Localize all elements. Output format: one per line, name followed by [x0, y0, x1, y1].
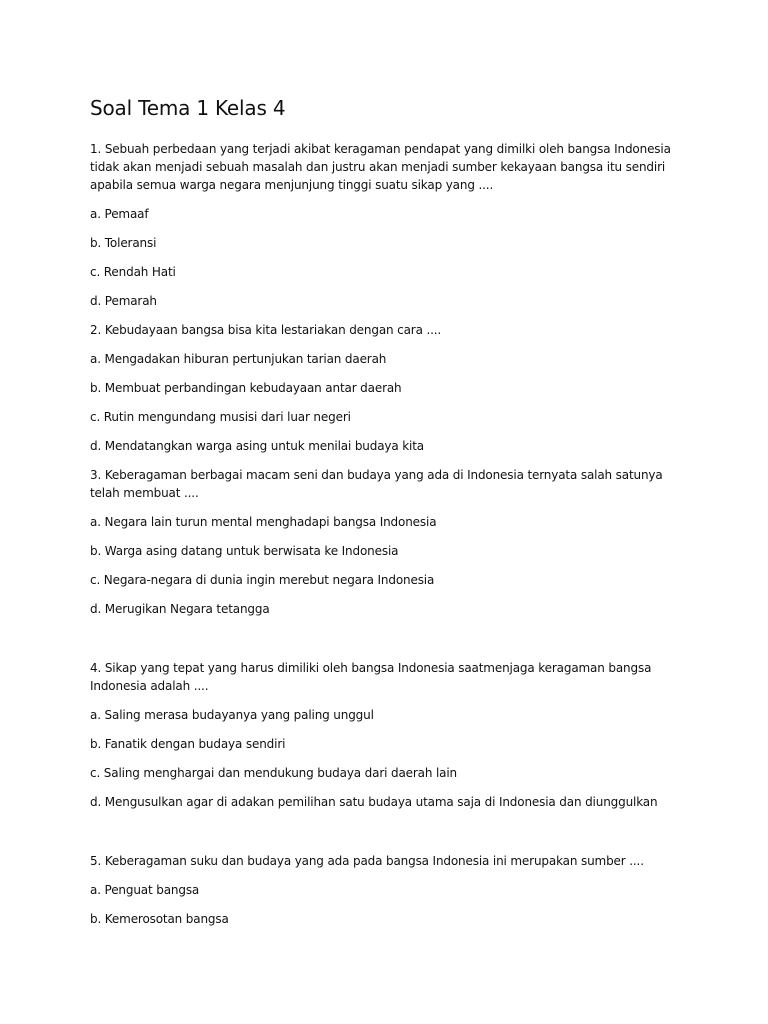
question-text: 1. Sebuah perbedaan yang terjadi akibat keragaman pendapat yang dimilki oleh bangsa Indonesia tidak akan menjadi sebuah masalah dan justru akan menjadi sumber kekayaan bangsa itu sendiri apabila semua warga negara menjunjung tinggi suatu sikap yang ....: [90, 142, 671, 192]
option-a: a. Mengadakan hiburan pertunjukan tarian daerah: [90, 352, 387, 366]
document-page: [90, 94, 690, 939]
option-d: d. Mengusulkan agar di adakan pemilihan satu budaya utama saja di Indonesia dan diunggulkan: [90, 795, 658, 809]
option-a: a. Penguat bangsa: [90, 883, 200, 897]
option-b: b. Warga asing datang untuk berwisata ke Indonesia: [90, 544, 399, 558]
option-a: a. Negara lain turun mental menghadapi bangsa Indonesia: [90, 515, 437, 529]
question-text: 2. Kebudayaan bangsa bisa kita lestariakan dengan cara ....: [90, 323, 442, 337]
question-4: [90, 659, 690, 811]
question-text: 3. Keberagaman berbagai macam seni dan budaya yang ada di Indonesia ternyata salah satunya telah membuat ....: [90, 468, 663, 500]
spacer: [90, 822, 690, 852]
option-c: c. Rutin mengundang musisi dari luar negeri: [90, 410, 351, 424]
question-3: [90, 466, 690, 618]
question-text: 4. Sikap yang tepat yang harus dimiliki oleh bangsa Indonesia saatmenjaga keragaman bangsa Indonesia adalah ....: [90, 661, 652, 693]
question-5: [90, 852, 690, 928]
question-2: [90, 321, 690, 455]
option-c: c. Negara-negara di dunia ingin merebut negara Indonesia: [90, 573, 435, 587]
option-c: c. Rendah Hati: [90, 265, 176, 279]
option-c: c. Saling menghargai dan mendukung budaya dari daerah lain: [90, 766, 458, 780]
option-b: b. Toleransi: [90, 236, 157, 250]
spacer: [90, 629, 690, 659]
question-1: [90, 140, 690, 310]
option-d: d. Pemarah: [90, 294, 157, 308]
question-text: 5. Keberagaman suku dan budaya yang ada pada bangsa Indonesia ini merupakan sumber ....: [90, 854, 644, 868]
option-a: a. Saling merasa budayanya yang paling unggul: [90, 708, 374, 722]
option-b: b. Kemerosotan bangsa: [90, 912, 229, 926]
option-b: b. Fanatik dengan budaya sendiri: [90, 737, 286, 751]
option-b: b. Membuat perbandingan kebudayaan antar daerah: [90, 381, 402, 395]
page-title: Soal Tema 1 Kelas 4: [90, 96, 286, 120]
option-d: d. Mendatangkan warga asing untuk menilai budaya kita: [90, 439, 424, 453]
option-a: a. Pemaaf: [90, 207, 149, 221]
option-d: d. Merugikan Negara tetangga: [90, 602, 270, 616]
